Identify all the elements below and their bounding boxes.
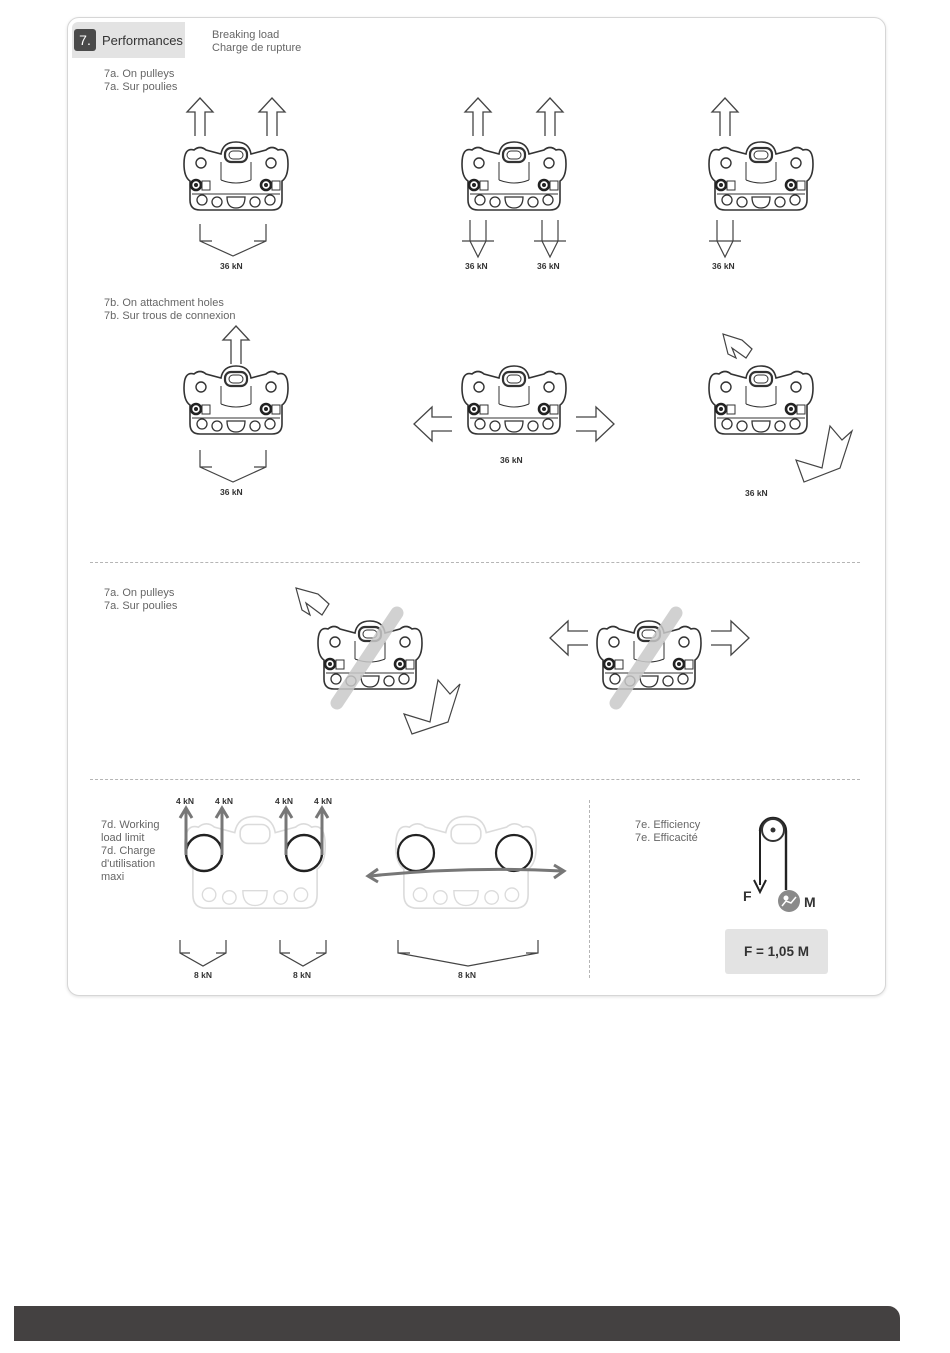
label-7a-incorrect-en: 7a. On pulleys <box>104 587 175 599</box>
label-7d-en-1: 7d. Working <box>101 819 160 831</box>
diagram-7b-2 <box>414 366 614 441</box>
section-number: 7. <box>74 29 96 51</box>
label-7b-en: 7b. On attachment holes <box>104 297 224 309</box>
diagram-7d-1 <box>180 808 328 966</box>
diagram-7d-2 <box>368 816 564 966</box>
load-a3: 36 kN <box>712 261 735 271</box>
label-7b-fr: 7b. Sur trous de connexion <box>104 310 236 322</box>
load-d-bottom-2: 8 kN <box>293 970 311 980</box>
label-7d-en-2: load limit <box>101 832 145 844</box>
load-d-top-1: 4 kN <box>176 796 194 806</box>
diagram-7a-1 <box>184 98 288 256</box>
load-a2-left: 36 kN <box>465 261 488 271</box>
diagram-7b-1 <box>184 326 288 482</box>
section-title: Performances <box>102 33 183 48</box>
load-a2-right: 36 kN <box>537 261 560 271</box>
diagram-7a-2 <box>462 98 566 257</box>
efficiency-diagram <box>754 818 800 912</box>
label-7a-fr: 7a. Sur poulies <box>104 81 178 93</box>
efficiency-formula: F = 1,05 M <box>725 929 828 974</box>
label-7a-incorrect-fr: 7a. Sur poulies <box>104 600 178 612</box>
label-7d-fr-2: d'utilisation <box>101 858 156 870</box>
diagram-incorrect-1 <box>296 588 460 734</box>
load-d-bottom-3: 8 kN <box>458 970 476 980</box>
footer-bar <box>14 1306 900 1341</box>
load-b2: 36 kN <box>500 455 523 465</box>
diagram-7a-3 <box>709 98 813 257</box>
label-7e-fr: 7e. Efficacité <box>635 832 698 844</box>
label-7a-en: 7a. On pulleys <box>104 68 175 80</box>
diagram-incorrect-2 <box>550 613 749 703</box>
load-d-top-4: 4 kN <box>314 796 332 806</box>
label-7d-fr-1: 7d. Charge <box>101 845 156 857</box>
load-d-bottom-1: 8 kN <box>194 970 212 980</box>
load-d-top-3: 4 kN <box>275 796 293 806</box>
load-b1: 36 kN <box>220 487 243 497</box>
load-d-top-2: 4 kN <box>215 796 233 806</box>
subtitle-en: Breaking load <box>212 29 280 41</box>
diagram-7b-3 <box>709 334 852 482</box>
subtitle-fr: Charge de rupture <box>212 42 302 54</box>
load-a1: 36 kN <box>220 261 243 271</box>
label-7e-en: 7e. Efficiency <box>635 819 701 831</box>
force-label: F <box>743 888 752 904</box>
mass-label: M <box>804 894 816 910</box>
load-b3: 36 kN <box>745 488 768 498</box>
label-7d-fr-3: maxi <box>101 871 125 883</box>
